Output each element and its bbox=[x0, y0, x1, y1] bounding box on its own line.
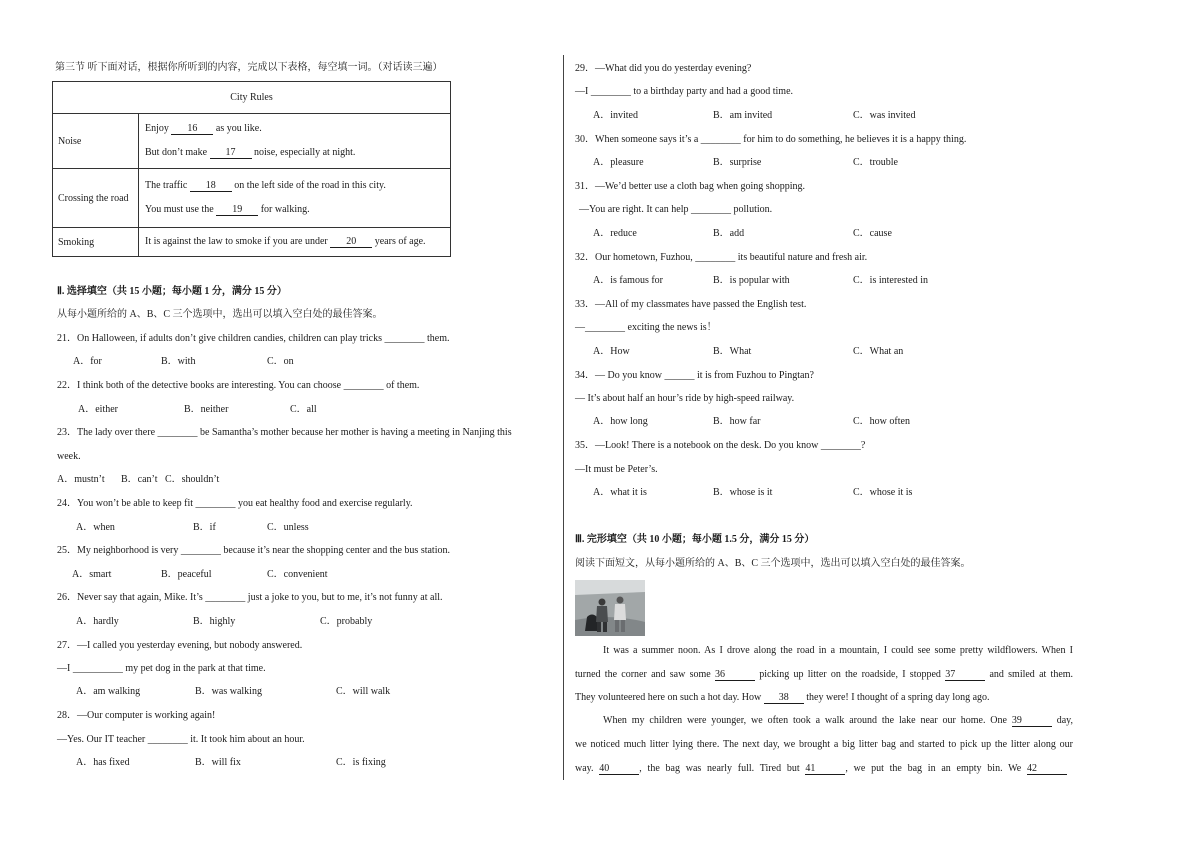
option-a: A．how long bbox=[593, 416, 648, 427]
option-a: A．smart bbox=[72, 569, 112, 580]
table-row-label: Smoking bbox=[53, 228, 139, 257]
option-c: C．trouble bbox=[853, 157, 898, 168]
option-a: A．reduce bbox=[593, 228, 637, 239]
question-stem-continued: week. bbox=[57, 451, 81, 462]
question-reply: —________ exciting the news is！ bbox=[575, 322, 717, 333]
rule-text: noise, especially at night. bbox=[254, 147, 356, 158]
section-instruction: 从每小题所给的 A、B、C 三个选项中，选出可以填入空白处的最佳答案。 bbox=[57, 309, 383, 320]
option-c: C．convenient bbox=[267, 569, 328, 580]
table-title: City Rules bbox=[53, 82, 451, 114]
question-stem: 31．—We’d better use a cloth bag when going shopping. bbox=[575, 181, 805, 192]
option-a: A．is famous for bbox=[593, 275, 663, 286]
passage-text: , we put the bag in an empty bin. We bbox=[845, 763, 1022, 774]
cloze-photo bbox=[575, 580, 645, 636]
passage-text: way. bbox=[575, 763, 594, 774]
question-reply: —It must be Peter’s. bbox=[575, 464, 658, 475]
question-stem: 30．When someone says it’s a ________ for him to do something, he believes it is a happy thing. bbox=[575, 134, 967, 145]
passage-line bbox=[575, 668, 1073, 682]
rule-text: on the left side of the road in this city. bbox=[234, 180, 386, 191]
option-b: B．neither bbox=[184, 404, 229, 415]
passage-text: picking up litter on the roadside, I stopped bbox=[759, 669, 941, 680]
option-c: C．What an bbox=[853, 346, 904, 357]
table-row-content bbox=[139, 169, 451, 228]
answer-blank: 42 bbox=[1027, 763, 1067, 775]
rule-line bbox=[145, 141, 450, 165]
option-b: B．What bbox=[713, 346, 752, 357]
section-heading: Ⅲ. 完形填空（共 10 小题；每小题 1.5 分，满分 15 分） bbox=[575, 534, 815, 545]
section-heading: Ⅱ. 选择填空（共 15 小题；每小题 1 分，满分 15 分） bbox=[57, 286, 287, 297]
option-a: A．when bbox=[76, 522, 115, 533]
question-stem: 35．—Look! There is a notebook on the desk. Do you know ________? bbox=[575, 440, 866, 451]
rule-line bbox=[145, 174, 450, 198]
photo-image bbox=[575, 580, 645, 636]
option-a: A．what it is bbox=[593, 487, 647, 498]
table-row-label: Noise bbox=[53, 114, 139, 169]
answer-blank: 36 bbox=[715, 669, 755, 681]
option-a: A．invited bbox=[593, 110, 638, 121]
passage-line bbox=[603, 714, 1073, 728]
passage-line bbox=[603, 644, 1073, 658]
rule-text: The traffic bbox=[145, 180, 188, 191]
answer-blank: 16 bbox=[171, 123, 213, 135]
question-stem: 24．You won’t be able to keep fit ________ you eat healthy food and exercise regularly. bbox=[57, 498, 413, 509]
option-a: A．How bbox=[593, 346, 630, 357]
rule-text: years of age. bbox=[374, 236, 426, 247]
option-b: B．can’t bbox=[121, 474, 158, 485]
passage-text: and smiled at them. bbox=[989, 669, 1074, 680]
option-a: A．either bbox=[78, 404, 118, 415]
option-c: C．is fixing bbox=[336, 757, 386, 768]
passage-text: It was a summer noon. As I drove along the road in a mountain, I could see some pretty wildflowers. When I bbox=[603, 645, 1073, 656]
question-27 bbox=[0, 639, 560, 709]
answer-blank: 19 bbox=[216, 204, 258, 216]
rule-text: as you like. bbox=[215, 123, 262, 134]
answer-blank: 17 bbox=[210, 147, 252, 159]
passage-line bbox=[575, 762, 1067, 776]
listening-heading: 第三节 听下面对话，根据你所听到的内容，完成以下表格，每空填一词。（对话读三遍） bbox=[55, 62, 443, 73]
question-stem: 23．The lady over there ________ be Samantha’s mother because her mother is having a meeting in Nanjing this bbox=[57, 427, 512, 438]
option-a: A．has fixed bbox=[76, 757, 130, 768]
question-stem: 33．—All of my classmates have passed the English test. bbox=[575, 299, 807, 310]
rule-text: You must use the bbox=[145, 204, 214, 215]
option-c: C．cause bbox=[853, 228, 892, 239]
passage-text: day, bbox=[1056, 715, 1074, 726]
rule-text: But don’t make bbox=[145, 147, 208, 158]
answer-blank: 38 bbox=[764, 692, 804, 704]
question-stem: 28．—Our computer is working again! bbox=[57, 710, 216, 721]
option-c: C．unless bbox=[267, 522, 309, 533]
option-c: C．is interested in bbox=[853, 275, 928, 286]
answer-blank: 41 bbox=[805, 763, 845, 775]
option-a: A．for bbox=[73, 356, 102, 367]
answer-blank: 18 bbox=[190, 180, 232, 192]
question-34 bbox=[565, 369, 1085, 439]
question-stem: 34．— Do you know ______ it is from Fuzhou to Pingtan? bbox=[575, 370, 814, 381]
question-reply: —You are right. It can help ________ pollution. bbox=[579, 204, 773, 215]
option-b: B．was walking bbox=[195, 686, 262, 697]
question-35 bbox=[565, 439, 1085, 509]
passage-text: turned the corner and saw some bbox=[575, 669, 711, 680]
answer-blank: 37 bbox=[945, 669, 985, 681]
option-b: B．surprise bbox=[713, 157, 762, 168]
question-28 bbox=[0, 709, 560, 779]
answer-blank: 39 bbox=[1012, 715, 1052, 727]
option-b: B．whose is it bbox=[713, 487, 773, 498]
question-reply: —Yes. Our IT teacher ________ it. It took him about an hour. bbox=[57, 734, 305, 745]
option-c: C．will walk bbox=[336, 686, 391, 697]
option-c: C．probably bbox=[320, 616, 373, 627]
question-stem: 21．On Halloween, if adults don’t give children candies, children can play tricks ________ them. bbox=[57, 333, 450, 344]
passage-text: we noticed much litter lying there. The next day, we brought a big litter bag and started to pick up the litter along our bbox=[575, 739, 1073, 750]
option-b: B．highly bbox=[193, 616, 236, 627]
passage-text: , the bag was nearly full. Tired but bbox=[639, 763, 800, 774]
question-29 bbox=[565, 62, 1085, 132]
question-31 bbox=[565, 180, 1085, 250]
right-column bbox=[565, 0, 1085, 849]
question-stem: 26．Never say that again, Mike. It’s ________ just a joke to you, but to me, it’s not funny at all. bbox=[57, 592, 443, 603]
section-instruction: 阅读下面短文，从每小题所给的 A、B、C 三个选项中，选出可以填入空白处的最佳答案。 bbox=[575, 558, 971, 569]
rule-text: It is against the law to smoke if you are under bbox=[145, 236, 328, 247]
rule-line bbox=[145, 230, 450, 254]
option-b: B．how far bbox=[713, 416, 761, 427]
option-c: C．all bbox=[290, 404, 317, 415]
table-row-content bbox=[139, 228, 451, 257]
option-c: C．shouldn’t bbox=[165, 474, 220, 485]
answer-blank: 20 bbox=[330, 236, 372, 248]
option-c: C．on bbox=[267, 356, 294, 367]
option-b: B．add bbox=[713, 228, 745, 239]
option-a: A．mustn’t bbox=[57, 474, 105, 485]
question-33 bbox=[565, 298, 1085, 368]
question-stem: 27．—I called you yesterday evening, but nobody answered. bbox=[57, 640, 303, 651]
rule-text: for walking. bbox=[260, 204, 310, 215]
option-b: B．am invited bbox=[713, 110, 773, 121]
passage-text: They volunteered here on such a hot day. How bbox=[575, 692, 762, 703]
option-b: B．peaceful bbox=[161, 569, 212, 580]
option-b: B．with bbox=[161, 356, 196, 367]
question-23 bbox=[0, 426, 560, 496]
option-c: C．whose it is bbox=[853, 487, 913, 498]
rule-line bbox=[145, 117, 450, 141]
question-reply: — It’s about half an hour’s ride by high-speed railway. bbox=[575, 393, 795, 404]
column-divider bbox=[563, 55, 564, 780]
option-a: A．am walking bbox=[76, 686, 141, 697]
rule-line bbox=[145, 198, 450, 222]
table-row-content bbox=[139, 114, 451, 169]
answer-blank: 40 bbox=[599, 763, 639, 775]
option-a: A．pleasure bbox=[593, 157, 644, 168]
option-b: B．is popular with bbox=[713, 275, 790, 286]
question-reply: —I __________ my pet dog in the park at that time. bbox=[57, 663, 266, 674]
question-stem: 32．Our hometown, Fuzhou, ________ its beautiful nature and fresh air. bbox=[575, 252, 868, 263]
passage-text: they were! I thought of a spring day long ago. bbox=[806, 692, 990, 703]
question-stem: 25．My neighborhood is very ________ because it’s near the shopping center and the bus station. bbox=[57, 545, 450, 556]
option-c: C．how often bbox=[853, 416, 910, 427]
option-b: B．if bbox=[193, 522, 216, 533]
question-reply: —I ________ to a birthday party and had a good time. bbox=[575, 86, 794, 97]
left-column bbox=[0, 0, 560, 849]
option-b: B．will fix bbox=[195, 757, 241, 768]
rule-text: Enjoy bbox=[145, 123, 169, 134]
question-stem: 22．I think both of the detective books are interesting. You can choose ________ of them. bbox=[57, 380, 420, 391]
city-rules-table bbox=[52, 81, 451, 257]
passage-line bbox=[575, 738, 1073, 752]
option-a: A．hardly bbox=[76, 616, 119, 627]
option-c: C．was invited bbox=[853, 110, 916, 121]
table-row-label: Crossing the road bbox=[53, 169, 139, 228]
passage-text: When my children were younger, we often took a walk around the lake near our home. One bbox=[603, 715, 1007, 726]
passage-line bbox=[575, 691, 990, 705]
question-stem: 29．—What did you do yesterday evening? bbox=[575, 63, 752, 74]
